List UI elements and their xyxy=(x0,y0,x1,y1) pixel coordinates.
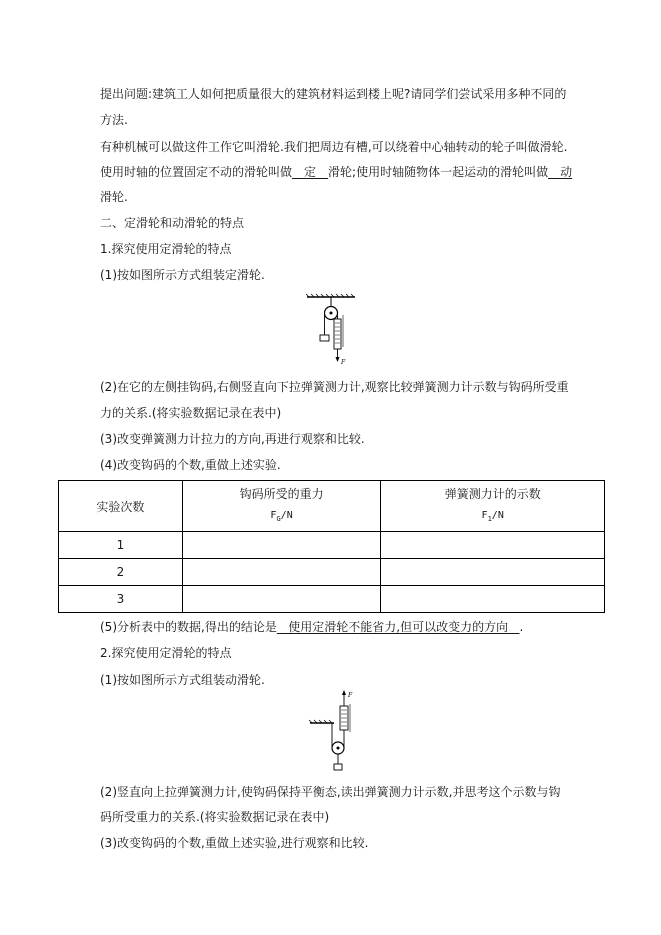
reading-cell xyxy=(381,586,605,613)
header-weight-label: 钩码所受的重力 xyxy=(239,487,324,501)
step-1-2-line1: (2)在它的左侧挂钩码,右侧竖直向下拉弹簧测力计,观察比较弹簧测力计示数与钩码所受重 xyxy=(100,380,569,394)
unit-symbol: F xyxy=(481,510,488,521)
trial-number: 3 xyxy=(59,586,183,613)
table-row xyxy=(59,559,605,586)
conclusion-answer: 使用定滑轮不能省力,但可以改变力的方向 xyxy=(276,620,520,634)
unit-tail: /N xyxy=(280,510,293,521)
unit-subscript: 1 xyxy=(487,515,492,523)
step-1-1: (1)按如图所示方式组装定滑轮. xyxy=(100,268,265,282)
paragraph-pulley-def-line1: 有种机械可以做这件工作它叫滑轮.我们把周边有槽,可以绕着中心轴转动的轮子叫做滑轮. xyxy=(100,140,568,154)
header-scale-label: 弹簧测力计的示数 xyxy=(444,487,541,501)
text-segment: 使用时轴的位置固定不动的滑轮叫做 xyxy=(100,165,293,179)
header-trial-count: 实验次数 xyxy=(59,481,183,532)
table-row xyxy=(59,532,605,559)
step-2-3: (3)改变钩码的个数,重做上述实验,进行观察和比较. xyxy=(100,836,369,850)
unit-symbol: F xyxy=(270,510,277,521)
table-row xyxy=(59,586,605,613)
weight-cell xyxy=(182,532,381,559)
text-segment: (5)分析表中的数据,得出的结论是 xyxy=(100,620,277,634)
step-1-5-conclusion xyxy=(100,619,523,635)
paragraph-pulley-def-line2 xyxy=(100,164,572,180)
table-header-row xyxy=(59,481,605,532)
unit-tail: /N xyxy=(491,510,504,521)
step-2-2-line2: 码所受重力的关系.(将实验数据记录在表中) xyxy=(100,810,330,824)
unit-subscript: G xyxy=(276,515,281,523)
movable-pulley-figure xyxy=(308,690,364,776)
header-weight xyxy=(182,481,381,532)
reading-cell xyxy=(381,532,605,559)
section-heading-2: 二、定滑轮和动滑轮的特点 xyxy=(100,216,245,230)
force-label-f: F xyxy=(341,359,346,366)
header-weight-unit xyxy=(183,510,381,523)
trial-number: 2 xyxy=(59,559,183,586)
text-segment: . xyxy=(519,620,524,634)
reading-cell xyxy=(381,559,605,586)
header-scale-unit xyxy=(381,510,604,523)
answer-blank-movable: __动 xyxy=(548,165,573,179)
header-scale-reading xyxy=(381,481,605,532)
step-2-2-line1: (2)竖直向上拉弹簧测力计,使钩码保持平衡态,读出弹簧测力计示数,并思考这个示数与钩 xyxy=(100,785,561,799)
answer-blank-fixed: __定__ xyxy=(292,165,329,179)
step-2-1: (1)按如图所示方式组装动滑轮. xyxy=(100,673,265,687)
step-1-3: (3)改变弹簧测力计拉力的方向,再进行观察和比较. xyxy=(100,432,365,446)
text-segment: 滑轮;使用时轴随物体一起运动的滑轮叫做 xyxy=(328,165,549,179)
experiment-data-table xyxy=(58,480,605,613)
subsection-title-2: 2.探究使用定滑轮的特点 xyxy=(100,646,232,660)
step-1-4: (4)改变钩码的个数,重做上述实验. xyxy=(100,458,281,472)
fixed-pulley-figure xyxy=(305,293,365,367)
trial-number: 1 xyxy=(59,532,183,559)
force-label-f: F xyxy=(348,692,353,699)
subsection-title-1: 1.探究使用定滑轮的特点 xyxy=(100,242,232,256)
step-1-2-line2: 力的关系.(将实验数据记录在表中) xyxy=(100,406,282,420)
paragraph-pulley-def-line3: 滑轮. xyxy=(100,190,128,204)
paragraph-intro-line1: 提出问题:建筑工人如何把质量很大的建筑材料运到楼上呢?请同学们尝试采用多种不同的 xyxy=(100,87,567,101)
weight-cell xyxy=(182,559,381,586)
weight-cell xyxy=(182,586,381,613)
paragraph-intro-line2: 方法. xyxy=(100,113,128,127)
